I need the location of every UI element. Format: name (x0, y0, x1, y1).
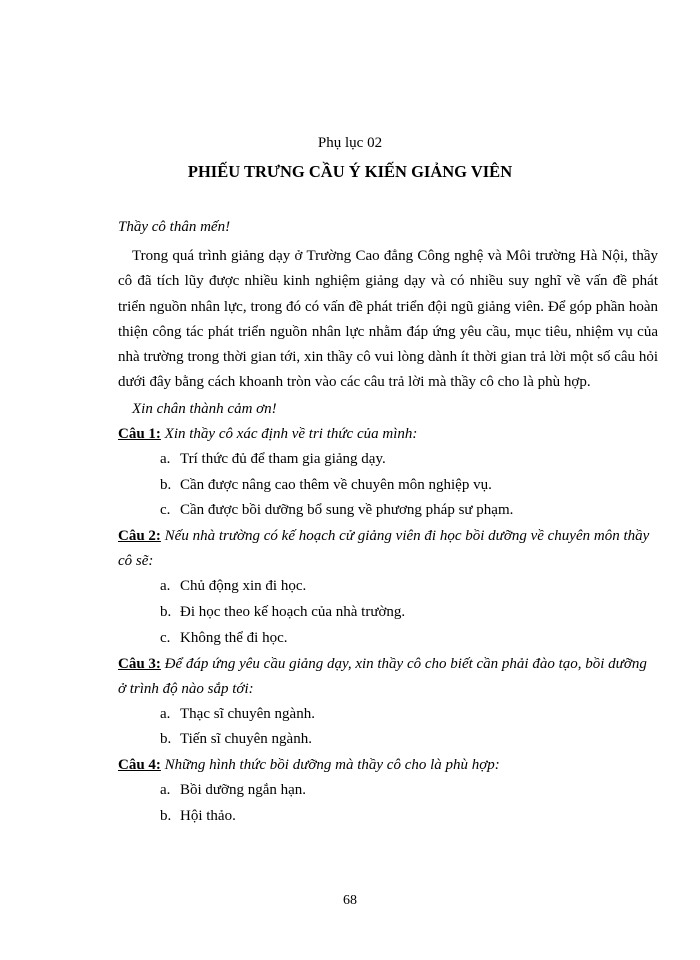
option-letter: a. (160, 782, 171, 799)
option-item[interactable] (160, 600, 658, 626)
question-4-text: Những hình thức bồi dưỡng mà thầy cô cho là phù hợp: (164, 757, 500, 774)
question-3 (118, 652, 658, 754)
question-1-text: Xin thầy cô xác định về tri thức của mình: (164, 425, 418, 442)
option-text: Bồi dưỡng ngắn hạn. (180, 782, 307, 799)
survey-title: PHIẾU TRƯNG CẦU Ý KIẾN GIẢNG VIÊN (187, 162, 513, 181)
option-text: Trí thức đủ để tham gia giảng dạy. (180, 450, 386, 467)
question-2-label: Câu 2: (118, 528, 161, 545)
question-4-options (118, 778, 658, 830)
option-text: Không thể đi học. (180, 629, 288, 646)
question-2-options (118, 574, 658, 651)
option-item[interactable] (160, 702, 658, 728)
option-text: Tiến sĩ chuyên ngành. (180, 731, 312, 748)
question-3-label: Câu 3: (118, 655, 161, 672)
question-3-prompt (118, 652, 658, 702)
intro-paragraph: Trong quá trình giảng dạy ở Trường Cao đẳng Công nghệ và Môi trường Hà Nội, thầy cô đã tích lũy được nhiều kinh nghiệm giảng dạy và có nhiều suy nghĩ về vấn đề phát triển nguồn nhân lực, trong đó có vấn đề phát triển đội ngũ giảng viên. Để góp phần hoàn thiện công tác phát triển nguồn nhân lực nhằm đáp ứng yêu cầu, mục tiêu, nhiệm vụ của nhà trường trong thời gian tới, xin thầy cô vui lòng dành ít thời gian trả lời một số câu hỏi dưới đây bằng cách khoanh tròn vào các câu trả lời mà thầy cô cho là phù hợp. (118, 248, 658, 391)
question-4-prompt (118, 753, 658, 778)
option-letter: b. (160, 476, 172, 493)
question-4 (118, 753, 658, 830)
thanks-line: Xin chân thành cảm ơn! (132, 400, 277, 417)
option-item[interactable] (160, 498, 658, 524)
option-letter: a. (160, 450, 171, 467)
option-letter: c. (160, 502, 171, 519)
option-text: Chủ động xin đi học. (180, 578, 307, 595)
option-letter: a. (160, 705, 171, 722)
survey-body (118, 214, 658, 830)
option-letter: c. (160, 629, 171, 646)
option-text: Cần được bồi dưỡng bổ sung về phương pháp sư phạm. (180, 502, 514, 519)
option-text: Hội thảo. (180, 807, 236, 824)
greeting: Thầy cô thân mến! (118, 219, 231, 235)
question-2-text: Nếu nhà trường có kế hoạch cử giảng viên đi học bồi dưỡng về chuyên môn thầy cô sẽ: (118, 528, 650, 570)
question-2-prompt (118, 524, 658, 574)
option-item[interactable] (160, 473, 658, 499)
appendix-label: Phụ lục 02 (317, 135, 383, 151)
option-item[interactable] (160, 574, 658, 600)
question-1-options (118, 447, 658, 524)
question-1-prompt (118, 422, 658, 447)
option-item[interactable] (160, 727, 658, 753)
option-item[interactable] (160, 778, 658, 804)
option-text: Đi học theo kế hoạch của nhà trường. (180, 603, 406, 620)
question-1 (118, 422, 658, 524)
option-item[interactable] (160, 804, 658, 830)
option-text: Thạc sĩ chuyên ngành. (180, 705, 315, 722)
option-letter: b. (160, 807, 172, 824)
question-3-text: Để đáp ứng yêu cầu giảng dạy, xin thầy cô cho biết cần phải đào tạo, bồi dưỡng ở trình độ nào sắp tới: (118, 655, 647, 697)
option-item[interactable] (160, 447, 658, 473)
option-letter: a. (160, 578, 171, 595)
option-text: Cần được nâng cao thêm về chuyên môn nghiệp vụ. (180, 476, 492, 493)
option-letter: b. (160, 603, 172, 620)
question-4-label: Câu 4: (118, 757, 161, 774)
question-1-label: Câu 1: (118, 425, 161, 442)
question-2 (118, 524, 658, 651)
option-item[interactable] (160, 626, 658, 652)
question-3-options (118, 702, 658, 754)
option-letter: b. (160, 731, 172, 748)
page-number: 68 (343, 893, 357, 908)
